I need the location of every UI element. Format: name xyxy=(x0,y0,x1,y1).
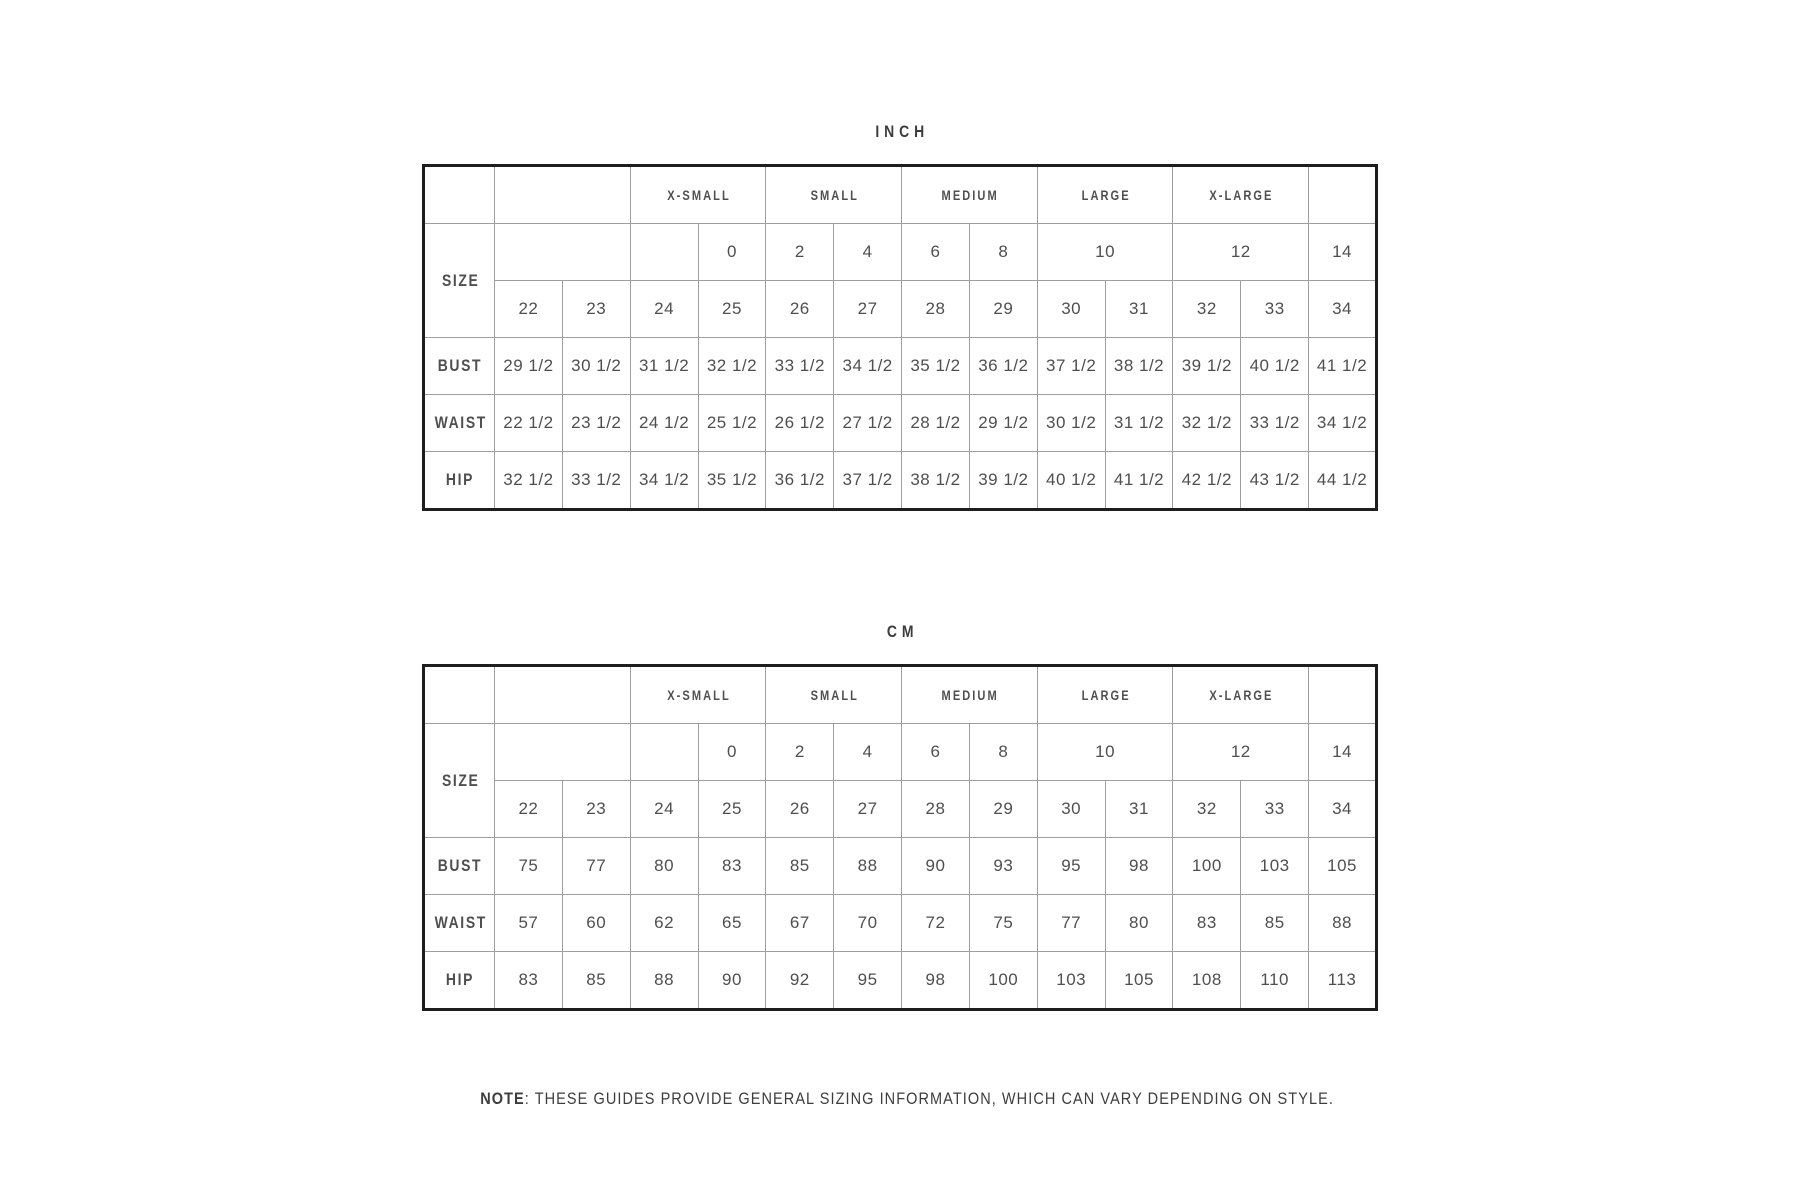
cm-numeric-size-cell: 33 xyxy=(1241,781,1309,838)
cm-category-x-small xyxy=(630,666,766,724)
cm-bust-value: 83 xyxy=(698,838,766,895)
category-label: MEDIUM xyxy=(941,188,1000,203)
cm-category-empty-left xyxy=(495,666,631,724)
inch-hip-value: 44 1/2 xyxy=(1309,452,1377,510)
cm-us-size-empty xyxy=(630,724,698,781)
cm-waist-value: 80 xyxy=(1105,895,1173,952)
cm-bust-value: 85 xyxy=(766,838,834,895)
cm-bust-value: 103 xyxy=(1241,838,1309,895)
cm-hip-row xyxy=(424,952,1377,1010)
inch-bust-value: 41 1/2 xyxy=(1309,338,1377,395)
cm-category-empty-right xyxy=(1309,666,1377,724)
inch-hip-value: 41 1/2 xyxy=(1105,452,1173,510)
inch-numeric-size-cell: 26 xyxy=(766,281,834,338)
inch-numeric-size-cell: 31 xyxy=(1105,281,1173,338)
inch-category-row xyxy=(424,166,1377,224)
hip-label: HIP xyxy=(446,970,475,989)
cm-us-size-cell: 6 xyxy=(902,724,970,781)
inch-bust-value: 39 1/2 xyxy=(1173,338,1241,395)
cm-bust-value: 105 xyxy=(1309,838,1377,895)
inch-us-size-cell: 0 xyxy=(698,224,766,281)
cm-waist-row-label xyxy=(424,895,495,952)
cm-waist-value: 75 xyxy=(969,895,1037,952)
inch-title-text: INCH xyxy=(875,122,930,141)
content-column xyxy=(422,0,1378,1109)
cm-us-size-cell: 12 xyxy=(1173,724,1309,781)
cm-bust-value: 98 xyxy=(1105,838,1173,895)
cm-hip-value: 100 xyxy=(969,952,1037,1010)
inch-us-size-cell: 8 xyxy=(969,224,1037,281)
category-label: X-LARGE xyxy=(1209,688,1274,703)
inch-us-size-empty xyxy=(495,224,631,281)
cm-numeric-size-cell: 27 xyxy=(834,781,902,838)
inch-hip-value: 37 1/2 xyxy=(834,452,902,510)
cm-us-size-cell: 0 xyxy=(698,724,766,781)
inch-category-x-large xyxy=(1173,166,1309,224)
cm-category-medium xyxy=(902,666,1038,724)
note-body: : THESE GUIDES PROVIDE GENERAL SIZING INFORMATION, WHICH CAN VARY DEPENDING ON STYLE. xyxy=(524,1090,1334,1108)
inch-hip-value: 40 1/2 xyxy=(1037,452,1105,510)
inch-category-medium xyxy=(902,166,1038,224)
inch-numeric-size-cell: 33 xyxy=(1241,281,1309,338)
inch-hip-value: 34 1/2 xyxy=(630,452,698,510)
inch-us-size-cell: 6 xyxy=(902,224,970,281)
size-label: SIZE xyxy=(441,770,480,790)
inch-bust-value: 32 1/2 xyxy=(698,338,766,395)
size-label: SIZE xyxy=(441,270,480,290)
inch-bust-row xyxy=(424,338,1377,395)
inch-hip-value: 39 1/2 xyxy=(969,452,1037,510)
cm-bust-row-label xyxy=(424,838,495,895)
cm-waist-value: 67 xyxy=(766,895,834,952)
inch-bust-value: 38 1/2 xyxy=(1105,338,1173,395)
inch-bust-value: 30 1/2 xyxy=(562,338,630,395)
inch-hip-row xyxy=(424,452,1377,510)
inch-category-empty-right xyxy=(1309,166,1377,224)
category-label: MEDIUM xyxy=(941,688,1000,703)
inch-bust-value: 35 1/2 xyxy=(902,338,970,395)
inch-waist-value: 28 1/2 xyxy=(902,395,970,452)
inch-hip-value: 33 1/2 xyxy=(562,452,630,510)
inch-bust-value: 31 1/2 xyxy=(630,338,698,395)
inch-waist-value: 32 1/2 xyxy=(1173,395,1241,452)
waist-label: WAIST xyxy=(434,913,487,932)
inch-bust-value: 33 1/2 xyxy=(766,338,834,395)
cm-numeric-size-cell: 24 xyxy=(630,781,698,838)
cm-us-size-cell: 4 xyxy=(834,724,902,781)
cm-hip-value: 110 xyxy=(1241,952,1309,1010)
cm-category-large xyxy=(1037,666,1173,724)
inch-numeric-size-cell: 28 xyxy=(902,281,970,338)
cm-waist-value: 60 xyxy=(562,895,630,952)
inch-bust-value: 29 1/2 xyxy=(495,338,563,395)
cm-waist-value: 72 xyxy=(902,895,970,952)
inch-size-row-label xyxy=(424,224,495,338)
inch-waist-value: 29 1/2 xyxy=(969,395,1037,452)
bust-label: BUST xyxy=(438,856,483,875)
inch-hip-value: 32 1/2 xyxy=(495,452,563,510)
inch-numeric-size-cell: 32 xyxy=(1173,281,1241,338)
cm-numeric-size-cell: 30 xyxy=(1037,781,1105,838)
inch-size-table xyxy=(422,164,1378,511)
inch-us-size-cell: 2 xyxy=(766,224,834,281)
cm-us-size-row xyxy=(424,724,1377,781)
cm-numeric-size-cell: 34 xyxy=(1309,781,1377,838)
cm-hip-value: 85 xyxy=(562,952,630,1010)
cm-bust-value: 100 xyxy=(1173,838,1241,895)
cm-numeric-size-cell: 25 xyxy=(698,781,766,838)
cm-waist-value: 62 xyxy=(630,895,698,952)
cm-bust-value: 77 xyxy=(562,838,630,895)
inch-numeric-size-cell: 24 xyxy=(630,281,698,338)
cm-bust-value: 93 xyxy=(969,838,1037,895)
cm-waist-value: 77 xyxy=(1037,895,1105,952)
sizing-note xyxy=(422,1089,1378,1109)
cm-waist-row xyxy=(424,895,1377,952)
cm-numeric-size-cell: 31 xyxy=(1105,781,1173,838)
cm-hip-value: 108 xyxy=(1173,952,1241,1010)
inch-bust-row-label xyxy=(424,338,495,395)
cm-waist-value: 65 xyxy=(698,895,766,952)
inch-hip-value: 35 1/2 xyxy=(698,452,766,510)
inch-hip-value: 42 1/2 xyxy=(1173,452,1241,510)
cm-us-size-cell: 8 xyxy=(969,724,1037,781)
bust-label: BUST xyxy=(438,356,483,375)
cm-hip-value: 90 xyxy=(698,952,766,1010)
inch-numeric-size-cell: 22 xyxy=(495,281,563,338)
inch-numeric-size-cell: 30 xyxy=(1037,281,1105,338)
inch-us-size-cell: 4 xyxy=(834,224,902,281)
cm-numeric-size-row xyxy=(424,781,1377,838)
cm-size-table xyxy=(422,664,1378,1011)
cm-numeric-size-cell: 23 xyxy=(562,781,630,838)
inch-corner-cell xyxy=(424,166,495,224)
inch-waist-value: 22 1/2 xyxy=(495,395,563,452)
inch-waist-value: 23 1/2 xyxy=(562,395,630,452)
note-label: NOTE xyxy=(480,1090,525,1108)
cm-bust-value: 88 xyxy=(834,838,902,895)
inch-waist-value: 27 1/2 xyxy=(834,395,902,452)
inch-us-size-empty xyxy=(630,224,698,281)
inch-us-size-cell: 12 xyxy=(1173,224,1309,281)
cm-size-row-label xyxy=(424,724,495,838)
cm-corner-cell xyxy=(424,666,495,724)
inch-numeric-size-cell: 34 xyxy=(1309,281,1377,338)
cm-waist-value: 88 xyxy=(1309,895,1377,952)
hip-label: HIP xyxy=(446,470,475,489)
waist-label: WAIST xyxy=(434,413,487,432)
cm-hip-value: 95 xyxy=(834,952,902,1010)
inch-numeric-size-cell: 29 xyxy=(969,281,1037,338)
inch-waist-value: 34 1/2 xyxy=(1309,395,1377,452)
category-label: SMALL xyxy=(810,688,859,703)
cm-hip-value: 113 xyxy=(1309,952,1377,1010)
cm-bust-row xyxy=(424,838,1377,895)
cm-category-x-large xyxy=(1173,666,1309,724)
inch-waist-row xyxy=(424,395,1377,452)
inch-numeric-size-cell: 27 xyxy=(834,281,902,338)
inch-us-size-row xyxy=(424,224,1377,281)
inch-waist-value: 31 1/2 xyxy=(1105,395,1173,452)
cm-bust-value: 90 xyxy=(902,838,970,895)
cm-numeric-size-cell: 32 xyxy=(1173,781,1241,838)
category-label: SMALL xyxy=(810,188,859,203)
inch-hip-value: 36 1/2 xyxy=(766,452,834,510)
inch-waist-value: 25 1/2 xyxy=(698,395,766,452)
inch-bust-value: 36 1/2 xyxy=(969,338,1037,395)
cm-numeric-size-cell: 29 xyxy=(969,781,1037,838)
cm-hip-value: 88 xyxy=(630,952,698,1010)
cm-us-size-empty xyxy=(495,724,631,781)
cm-numeric-size-cell: 28 xyxy=(902,781,970,838)
cm-waist-value: 70 xyxy=(834,895,902,952)
cm-numeric-size-cell: 26 xyxy=(766,781,834,838)
inch-category-empty-left xyxy=(495,166,631,224)
sizing-note-text xyxy=(480,1089,1334,1109)
inch-category-x-small xyxy=(630,166,766,224)
inch-numeric-size-row xyxy=(424,281,1377,338)
inch-us-size-cell: 10 xyxy=(1037,224,1173,281)
inch-hip-row-label xyxy=(424,452,495,510)
cm-hip-value: 103 xyxy=(1037,952,1105,1010)
cm-title-text: CM xyxy=(886,622,919,641)
cm-waist-value: 85 xyxy=(1241,895,1309,952)
inch-waist-value: 30 1/2 xyxy=(1037,395,1105,452)
cm-us-size-cell: 2 xyxy=(766,724,834,781)
cm-hip-row-label xyxy=(424,952,495,1010)
inch-waist-value: 24 1/2 xyxy=(630,395,698,452)
cm-hip-value: 105 xyxy=(1105,952,1173,1010)
cm-hip-value: 92 xyxy=(766,952,834,1010)
cm-us-size-cell: 14 xyxy=(1309,724,1377,781)
inch-category-large xyxy=(1037,166,1173,224)
cm-category-small xyxy=(766,666,902,724)
cm-hip-value: 98 xyxy=(902,952,970,1010)
category-label: X-SMALL xyxy=(667,688,731,703)
category-label: X-LARGE xyxy=(1209,188,1274,203)
cm-hip-value: 83 xyxy=(495,952,563,1010)
cm-waist-value: 57 xyxy=(495,895,563,952)
cm-waist-value: 83 xyxy=(1173,895,1241,952)
cm-table-title xyxy=(422,621,1378,642)
category-label: X-SMALL xyxy=(667,188,731,203)
inch-hip-value: 38 1/2 xyxy=(902,452,970,510)
inch-bust-value: 34 1/2 xyxy=(834,338,902,395)
inch-waist-value: 33 1/2 xyxy=(1241,395,1309,452)
inch-waist-value: 26 1/2 xyxy=(766,395,834,452)
cm-category-row xyxy=(424,666,1377,724)
inch-table-title xyxy=(422,121,1378,142)
inch-numeric-size-cell: 23 xyxy=(562,281,630,338)
inch-category-small xyxy=(766,166,902,224)
category-label: LARGE xyxy=(1081,688,1131,703)
inch-us-size-cell: 14 xyxy=(1309,224,1377,281)
inch-numeric-size-cell: 25 xyxy=(698,281,766,338)
inch-hip-value: 43 1/2 xyxy=(1241,452,1309,510)
inch-bust-value: 37 1/2 xyxy=(1037,338,1105,395)
category-label: LARGE xyxy=(1081,188,1131,203)
inch-bust-value: 40 1/2 xyxy=(1241,338,1309,395)
cm-bust-value: 75 xyxy=(495,838,563,895)
cm-bust-value: 80 xyxy=(630,838,698,895)
inch-waist-row-label xyxy=(424,395,495,452)
cm-bust-value: 95 xyxy=(1037,838,1105,895)
cm-numeric-size-cell: 22 xyxy=(495,781,563,838)
cm-us-size-cell: 10 xyxy=(1037,724,1173,781)
